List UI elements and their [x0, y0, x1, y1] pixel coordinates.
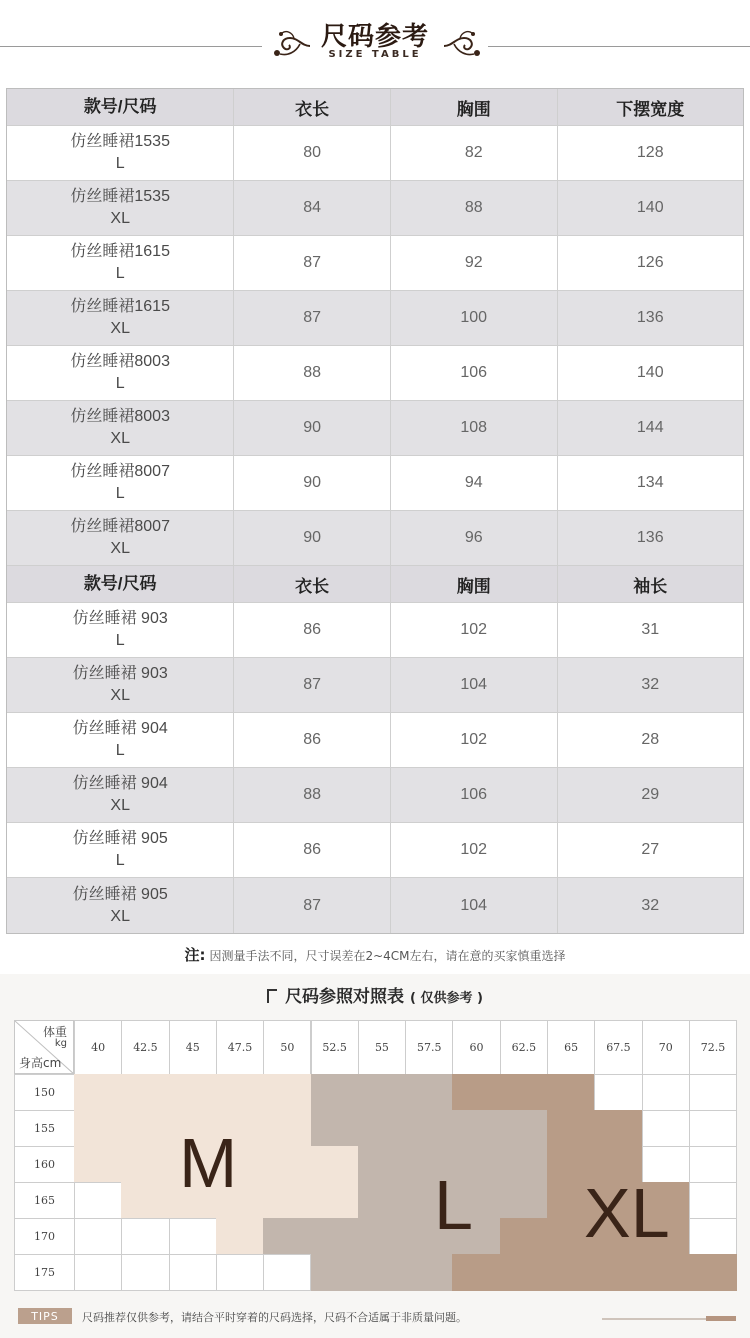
- model-size-cell: [7, 126, 234, 180]
- size-zone-cell: [500, 1110, 548, 1147]
- size-zone-cell: [452, 1110, 500, 1147]
- measurement-cell: 106: [391, 768, 558, 822]
- size-reference-grid: [14, 1020, 736, 1290]
- model-size-cell: [7, 768, 234, 822]
- size-label: XL: [110, 320, 130, 337]
- size-zone-cell: [689, 1074, 737, 1111]
- size-zone-cell: [547, 1110, 595, 1147]
- size-zone-cell: [74, 1254, 122, 1291]
- measurement-cell: 102: [391, 823, 558, 877]
- tips-text: 尺码推荐仅供参考，请结合平时穿着的尺码选择，尺码不合适属于非质量问题。: [82, 1311, 467, 1324]
- grid-corner: [14, 1020, 74, 1074]
- weight-header-cell: 55: [358, 1020, 406, 1075]
- corner-weight-unit: kg: [54, 1038, 67, 1049]
- model-size-cell: [7, 823, 234, 877]
- measurement-cell: 31: [641, 621, 660, 638]
- measurement-cell: 102: [391, 603, 558, 657]
- size-zone-cell: [311, 1182, 359, 1219]
- size-table: [6, 88, 744, 934]
- measurement-cell: 144: [636, 419, 664, 436]
- tips-divider-accent: [706, 1316, 736, 1321]
- table-header-cell: 衣长: [234, 566, 391, 602]
- measurement-cell: 29: [641, 786, 660, 803]
- table-row: [7, 511, 743, 566]
- size-zone-cell: [169, 1254, 217, 1291]
- size-label: XL: [110, 797, 130, 814]
- size-zone-cell: [405, 1110, 453, 1147]
- size-zone-cell: [405, 1254, 453, 1291]
- size-zone-cell: [547, 1254, 595, 1291]
- model-name: 仿丝睡裙 905: [72, 830, 168, 847]
- size-zone-cell: [121, 1146, 169, 1183]
- table-row: [7, 456, 743, 511]
- table-row: [7, 236, 743, 291]
- model-size-cell: [7, 603, 234, 657]
- size-zone-cell: [689, 1254, 737, 1291]
- size-label: L: [115, 852, 125, 869]
- size-label: XL: [110, 540, 130, 557]
- measurement-cell: 32: [641, 676, 660, 693]
- model-name: 仿丝睡裙8003: [70, 408, 170, 425]
- size-zone-label: XL: [584, 1174, 670, 1252]
- size-zone-cell: [121, 1110, 169, 1147]
- size-label: L: [115, 742, 125, 759]
- model-name: 仿丝睡裙8003: [70, 353, 170, 370]
- table-row: [7, 401, 743, 456]
- measurement-cell: 27: [641, 841, 660, 858]
- model-size-cell: [7, 713, 234, 767]
- table-row: [7, 181, 743, 236]
- page-header: [0, 0, 750, 80]
- table-row: [7, 658, 743, 713]
- size-zone-cell: [452, 1254, 500, 1291]
- table-header-cell: 款号/尺码: [7, 89, 234, 125]
- model-size-cell: [7, 181, 234, 235]
- measurement-cell: 126: [636, 254, 664, 271]
- size-zone-cell: [547, 1074, 595, 1111]
- weight-header-cell: 52.5: [311, 1020, 359, 1075]
- measurement-cell: 108: [391, 401, 558, 455]
- table-row: [7, 603, 743, 658]
- tips-badge: TIPS: [18, 1308, 72, 1324]
- model-size-cell: [7, 291, 234, 345]
- size-zone-cell: [689, 1110, 737, 1147]
- weight-header-cell: 40: [74, 1020, 122, 1075]
- table-row: [7, 291, 743, 346]
- size-zone-cell: [642, 1254, 690, 1291]
- model-name: 仿丝睡裙 903: [72, 665, 168, 682]
- measurement-cell: 106: [391, 346, 558, 400]
- height-header-cell: 160: [14, 1146, 75, 1183]
- size-zone-cell: [594, 1254, 642, 1291]
- table-row: [7, 346, 743, 401]
- measurement-cell: 87: [234, 291, 391, 345]
- size-label: L: [115, 375, 125, 392]
- height-header-cell: 170: [14, 1218, 75, 1255]
- size-zone-cell: [263, 1146, 311, 1183]
- table-header-cell: 款号/尺码: [7, 566, 234, 602]
- measurement-cell: 92: [391, 236, 558, 290]
- measurement-cell: 136: [636, 309, 664, 326]
- size-zone-cell: [358, 1182, 406, 1219]
- weight-header-cell: 50: [263, 1020, 311, 1075]
- size-zone-cell: [311, 1074, 359, 1111]
- weight-header-cell: 72.5: [689, 1020, 737, 1075]
- table-row: [7, 713, 743, 768]
- size-zone-cell: [216, 1218, 264, 1255]
- measurement-cell: 86: [234, 603, 391, 657]
- measurement-cell: 134: [636, 474, 664, 491]
- size-zone-cell: [500, 1254, 548, 1291]
- size-zone-cell: [500, 1182, 548, 1219]
- reference-subtitle: ( 仅供参考 ): [409, 991, 483, 1006]
- model-size-cell: [7, 401, 234, 455]
- height-header-cell: 155: [14, 1110, 75, 1147]
- size-label: L: [115, 155, 125, 172]
- reference-title-text: 尺码参照对照表: [285, 987, 405, 1007]
- weight-header-cell: 67.5: [594, 1020, 642, 1075]
- measurement-cell: 96: [391, 511, 558, 565]
- size-zone-cell: [263, 1254, 311, 1291]
- size-zone-cell: [121, 1254, 169, 1291]
- weight-header-cell: 62.5: [500, 1020, 548, 1075]
- size-zone-cell: [74, 1182, 122, 1219]
- model-name: 仿丝睡裙8007: [70, 518, 170, 535]
- size-zone-cell: [642, 1110, 690, 1147]
- model-name: 仿丝睡裙 904: [72, 720, 168, 737]
- table-row: [7, 768, 743, 823]
- measurement-cell: 86: [234, 713, 391, 767]
- measurement-cell: 87: [234, 878, 391, 933]
- size-zone-cell: [74, 1074, 122, 1111]
- height-header-cell: 165: [14, 1182, 75, 1219]
- size-zone-cell: [169, 1218, 217, 1255]
- measurement-cell: 140: [636, 199, 664, 216]
- measurement-cell: 140: [636, 364, 664, 381]
- size-zone-label: L: [434, 1166, 473, 1244]
- measurement-cell: 88: [234, 346, 391, 400]
- size-zone-cell: [689, 1182, 737, 1219]
- page-subtitle: SIZE TABLE: [328, 49, 422, 60]
- size-zone-cell: [594, 1110, 642, 1147]
- measurement-cell: 82: [391, 126, 558, 180]
- size-zone-cell: [311, 1254, 359, 1291]
- measurement-cell: 88: [234, 768, 391, 822]
- size-zone-cell: [358, 1074, 406, 1111]
- weight-header-cell: 57.5: [405, 1020, 453, 1075]
- size-zone-cell: [358, 1110, 406, 1147]
- model-size-cell: [7, 346, 234, 400]
- table-header-cell: 胸围: [391, 89, 558, 125]
- size-zone-cell: [121, 1074, 169, 1111]
- measurement-cell: 136: [636, 529, 664, 546]
- weight-header-cell: 42.5: [121, 1020, 169, 1075]
- size-zone-cell: [263, 1218, 311, 1255]
- size-zone-cell: [642, 1074, 690, 1111]
- model-size-cell: [7, 456, 234, 510]
- measurement-cell: 100: [391, 291, 558, 345]
- corner-height-label: 身高cm: [19, 1056, 62, 1070]
- size-zone-cell: [358, 1254, 406, 1291]
- bracket-icon: [267, 989, 277, 1003]
- measurement-cell: 88: [391, 181, 558, 235]
- size-label: XL: [110, 907, 130, 925]
- model-name: 仿丝睡裙 903: [72, 610, 168, 627]
- table-header-cell: 衣长: [234, 89, 391, 125]
- size-zone-cell: [358, 1146, 406, 1183]
- reference-title: [0, 982, 750, 1007]
- size-zone-cell: [121, 1218, 169, 1255]
- model-name: 仿丝睡裙8007: [70, 463, 170, 480]
- model-name: 仿丝睡裙 904: [72, 775, 168, 792]
- size-zone-cell: [689, 1218, 737, 1255]
- table-header-cell: 下摆宽度: [616, 99, 685, 120]
- measurement-note: [0, 944, 750, 965]
- measurement-cell: 32: [641, 896, 660, 914]
- size-zone-cell: [121, 1182, 169, 1219]
- measurement-cell: 104: [391, 878, 558, 933]
- size-zone-cell: [216, 1254, 264, 1291]
- model-name: 仿丝睡裙1535: [70, 188, 170, 205]
- table-header-row: [7, 89, 743, 126]
- size-zone-cell: [263, 1110, 311, 1147]
- weight-header-cell: 47.5: [216, 1020, 264, 1075]
- table-header-cell: 袖长: [633, 576, 668, 597]
- size-zone-cell: [689, 1146, 737, 1183]
- model-name: 仿丝睡裙1615: [70, 243, 170, 260]
- measurement-cell: 87: [234, 236, 391, 290]
- measurement-cell: 86: [234, 823, 391, 877]
- size-zone-cell: [216, 1074, 264, 1111]
- model-name: 仿丝睡裙1615: [70, 298, 170, 315]
- weight-header-cell: 45: [169, 1020, 217, 1075]
- size-zone-label: M: [179, 1124, 238, 1202]
- table-header-cell: 胸围: [391, 566, 558, 602]
- size-zone-cell: [263, 1182, 311, 1219]
- size-zone-cell: [169, 1074, 217, 1111]
- size-label: L: [115, 485, 125, 502]
- model-size-cell: [7, 878, 234, 933]
- size-zone-cell: [452, 1074, 500, 1111]
- measurement-cell: 104: [391, 658, 558, 712]
- measurement-cell: 102: [391, 713, 558, 767]
- size-zone-cell: [500, 1218, 548, 1255]
- size-zone-cell: [74, 1110, 122, 1147]
- note-text: 因测量手法不同，尺寸误差在2~4CM左右，请在意的买家慎重选择: [209, 949, 566, 963]
- size-zone-cell: [358, 1218, 406, 1255]
- table-header-row: [7, 566, 743, 603]
- size-label: XL: [110, 210, 130, 227]
- measurement-cell: 84: [234, 181, 391, 235]
- height-header-cell: 175: [14, 1254, 75, 1291]
- model-name: 仿丝睡裙 905: [72, 885, 168, 903]
- note-label: 注:: [184, 946, 206, 964]
- table-row: [7, 878, 743, 933]
- measurement-cell: 28: [641, 731, 660, 748]
- size-zone-cell: [311, 1110, 359, 1147]
- size-label: L: [115, 632, 125, 649]
- table-row: [7, 126, 743, 181]
- weight-header-cell: 65: [547, 1020, 595, 1075]
- size-zone-cell: [311, 1218, 359, 1255]
- size-zone-cell: [74, 1218, 122, 1255]
- model-size-cell: [7, 658, 234, 712]
- size-zone-cell: [500, 1074, 548, 1111]
- height-header-cell: 150: [14, 1074, 75, 1111]
- measurement-cell: 94: [391, 456, 558, 510]
- measurement-cell: 90: [234, 511, 391, 565]
- corner-weight-label: 体重: [42, 1025, 67, 1039]
- measurement-cell: 128: [636, 144, 664, 161]
- size-label: XL: [110, 687, 130, 704]
- size-zone-cell: [405, 1074, 453, 1111]
- measurement-cell: 80: [234, 126, 391, 180]
- measurement-cell: 90: [234, 456, 391, 510]
- table-row: [7, 823, 743, 878]
- weight-header-cell: 70: [642, 1020, 690, 1075]
- size-label: L: [115, 265, 125, 282]
- size-zone-cell: [500, 1146, 548, 1183]
- size-label: XL: [110, 430, 130, 447]
- measurement-cell: 87: [234, 658, 391, 712]
- size-zone-cell: [74, 1146, 122, 1183]
- model-size-cell: [7, 511, 234, 565]
- model-name: 仿丝睡裙1535: [70, 133, 170, 150]
- measurement-cell: 90: [234, 401, 391, 455]
- size-zone-cell: [594, 1074, 642, 1111]
- page-title: 尺码参考: [320, 22, 429, 52]
- size-zone-cell: [311, 1146, 359, 1183]
- size-zone-cell: [263, 1074, 311, 1111]
- model-size-cell: [7, 236, 234, 290]
- weight-header-cell: 60: [452, 1020, 500, 1075]
